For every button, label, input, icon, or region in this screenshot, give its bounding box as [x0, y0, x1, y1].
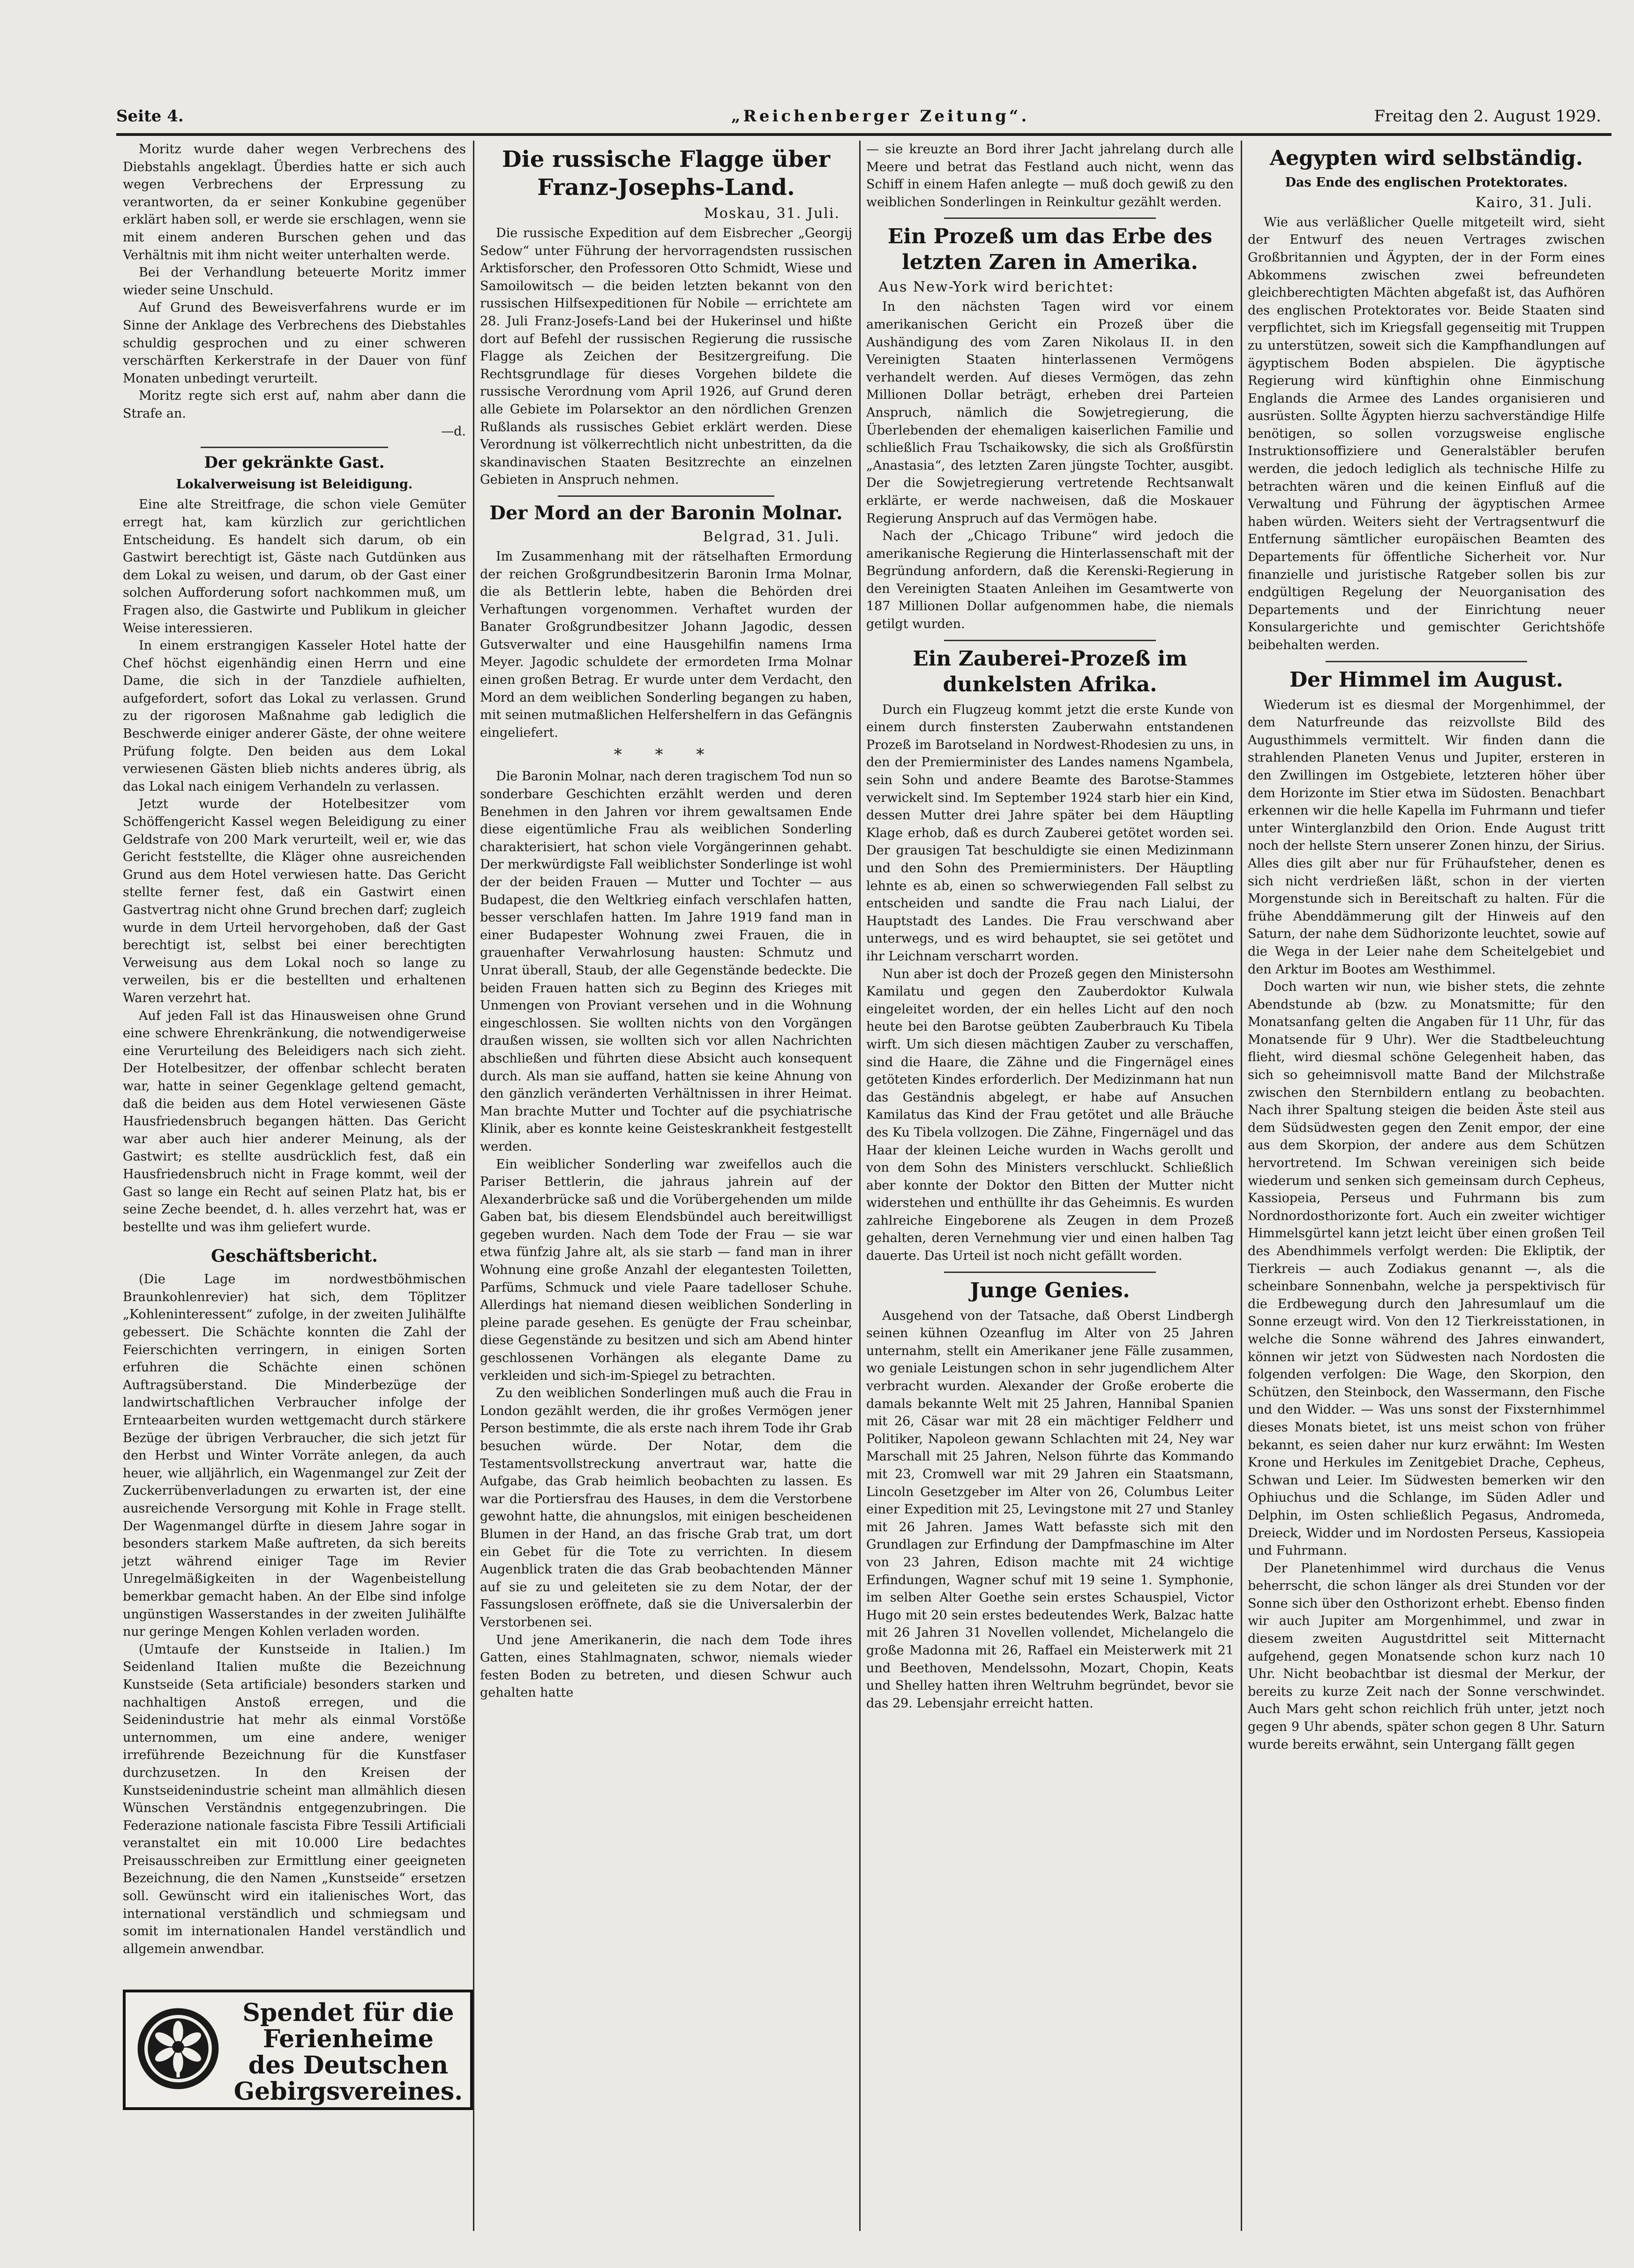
dateline: Moskau, 31. Juli.	[704, 205, 840, 222]
paragraph: (Die Lage im nordwestböhmischen Braunkohlenrevier) hat sich, dem Töplitzer „Kohleninteressent“ zufolge, in der zweiten Julihälfte gebessert. Die Schächte konnten die Zahl der Feierschichten verringern, in einigen Sorten erfuhren die Schächte einen schönen Auftragsüberstand. Die Minderbezüge der landwirtschaftlichen Verbraucher infolge der Ernteaarbeiten wurden wettgemacht durch stärkere Bezüge der übrigen Verbraucher, die sich jetzt für den Herbst und Winter Vorräte anlegen, da auch heuer, wie alljährlich, ein Wagenmangel zur Zeit der Zuckerrübenverladungen zu erwarten ist, der eine ausreichende Versorgung mit Kohle in Frage stellt. Der Wagenmangel dürfte in diesem Jahre sogar in besonders starkem Maße auftreten, da sich bereits jetzt während einiger Tage im Revier Unregelmäßigkeiten in der Wagenbeistellung bemerkbar gemacht haben. An der Elbe sind infolge ungünstigen Wasserstandes in der zweiten Julihälfte nur geringe Mengen Kohlen verladen worden.	[123, 1272, 466, 1639]
paragraph: Ein weiblicher Sonderling war zweifellos auch die Pariser Bettlerin, die jahraus jahrein auf der Alexanderbrücke saß und die Vorübergehenden um milde Gaben bat, bis diesem Elendsbündel auch bereitwilligst gegeben wurden. Nach dem Tode der Frau — sie war etwa fünfzig Jahre alt, als sie starb — fand man in ihrer Wohnung eine große Anzahl der elegantesten Toiletten, Parfüms, Schmuck und viele Paare tadelloser Schuhe. Allerdings hat niemand diesen weiblichen Sonderling in pleine parade gesehen. Es genügte der Frau scheinbar, diese Gegenstände zu besitzen und sich am Abend hinter geschlossenen Vorhängen als elegante Dame zu verkleiden und sich-im-Spiegel zu betrachten.	[480, 1157, 852, 1383]
separator	[201, 447, 388, 448]
column-1	[116, 141, 472, 2231]
issue-date: Freitag den 2. August 1929.	[1374, 107, 1601, 126]
separator	[944, 640, 1156, 641]
page-number: Seite 4.	[116, 107, 184, 126]
ad-line: Ferienheime	[263, 2025, 434, 2053]
ad-line: Gebirgsvereines.	[233, 2077, 463, 2106]
paragraph: Durch ein Flugzeug kommt jetzt die erste Kunde von einem durch finstersten Zauberwahn entstandenen Prozeß im Barotseland in Nordwest-Rhodesien zu uns, in den der Premierminister des Landes namens Ngambela, sein Sohn und andere Beamte des Barotse-Stammes verwickelt sind. Im September 1924 starb hier ein Kind, dessen Mutter drei Jahre später bei dem Häuptling Klage erhob, daß es durch Zauberei getötet worden sei. Der grausigen Tat beschuldigte sie einen Medizinmann und den Sohn des Premierministers. Der Häuptling lehnte es ab, einen so schwerwiegenden Fall selbst zu entscheiden und sandte die Frau nach Lialui, der Hauptstadt des Landes. Die Frau verschwand aber unterwegs, und es wird behauptet, sie sei getötet und ihr Leichnam verscharrt worden.	[866, 702, 1234, 964]
paragraph: Doch warten wir nun, wie bisher stets, die zehnte Abendstunde ab (bzw. zu Monatsmitte; für den Monatsanfang gelten die Angaben für 11 Uhr, für das Monatsende für 9 Uhr). Wer die Stadtbeleuchtung flieht, wird diesmal schöne Gelegenheit haben, das sich so geheimnisvoll matte Band der Milchstraße zwischen den Sternbildern entlang zu beobachten. Nach ihrer Spaltung steigen die beiden Äste steil aus dem Südsüdwesten gegen den Zenit empor, der eine aus dem Skorpion, der andere aus dem Schützen hervortretend. Im Schwan vereinigen sich beide wiederum und senken sich gemeinsam durch Cepheus, Kassiopeia, Perseus und Fuhrmann bis zum Nordnordosthorizonte fort. Auch ein zweiter wichtiger Himmelsgürtel kann jetzt leicht über einen großen Teil des Abendhimmels verfolgt werden: Die Ekliptik, der Tierkreis — auch Zodiakus genannt —, als die scheinbare Sonnenbahn, welche ja perspektivisch für die Erdbewegung durch den Jahresumlauf um die Sonne erzeugt wird. Von den 12 Tierkreisstationen, in welche die Sonne während des Jahres einwandert, können wir jetzt von Südwesten nach Nordosten die folgenden verfolgen: Die Wage, den Skorpion, den Schützen, den Steinbock, den Wassermann, den Fische und den Widder. — Was uns sonst der Fixsternhimmel dieses Monats bietet, ist uns meist schon von früher bekannt, es seien daher nur kurz erwähnt: Im Westen Krone und Herkules im Zenitgebiet Drache, Cepheus, Schwan und Leier. Im Südwesten bemerken wir den Ophiuchus und die Schlange, im Süden Adler und Delphin, im Osten schließlich Pegasus, Andromeda, Dreieck, Widder und im Nordosten Perseus, Kassiopeia und Fuhrmann.	[1248, 980, 1605, 1558]
paragraph: Und jene Amerikanerin, die nach dem Tode ihres Gatten, eines Stahlmagnaten, schwor, niemals wieder festen Boden zu betreten, und diesen Schwur auch gehalten hatte	[480, 1632, 852, 1700]
section-title: Geschäftsbericht.	[211, 1246, 378, 1266]
dateline: Belgrad, 31. Juli.	[703, 528, 840, 545]
paragraph: Nach der „Chicago Tribune“ wird jedoch die amerikanische Regierung die Hinterlassenschaft mit der Begründung anfordern, daß die Kerenski-Regierung in den Vereinigten Staaten Anleihen im Gesamtwerte von 187 Millionen Dollar aufgenommen habe, die niemals getilgt wurden.	[866, 529, 1234, 632]
paragraph: Nun aber ist doch der Prozeß gegen den Ministersohn Kamilatu und gegen den Zauberdoktor Kulwala eingeleitet worden, der ein helles Licht auf den noch heute bei den Barotse geübten Zauberbrauch Ku Tibela wirft. Um sich diesen mächtigen Zauber zu verschaffen, sind die Haare, die Zähne und die Fingernägel eines getöteten Kindes erforderlich. Der Medizinmann hat nun das Geständnis abgelegt, er habe auf Ansuchen Kamilatus das Kind der Frau getötet und alle Bräuche des Ku Tibela vollzogen. Die Zähne, Fingernägel und das Haar der kleinen Leiche wurden in Wachs gerollt und von dem Sohn des Ministers verschluckt. Schließlich aber konnte der Doktor den Bitten der Mutter nicht widerstehen und enthüllte ihr das Geheimnis. Es wurden zahlreiche Eingeborene als Zeugen in dem Prozeß gehalten, deren Vernehmung vier und einen halben Tag dauerte. Das Urteil ist noch nicht gefällt worden.	[866, 966, 1234, 1264]
newspaper-title: „Reichenberger Zeitung“.	[731, 107, 1030, 126]
paragraph: Die russische Expedition auf dem Eisbrecher „Georgij Sedow“ unter Führung der hervorragendsten russischen Arktisforscher, den Professoren Otto Schmidt, Wiese und Samoilowitsch — die beiden letzten bekannt von den russischen Hilfsexpeditionen für Nobile — errichtete am 28. Juli Franz-Josefs-Land bei der Hukerinsel und hißte dort auf Befehl der russischen Regierung die russische Flagge als Zeichen der Besitzergreifung. Die Rechtsgrundlage für dieses Vorgehen bildete die russische Verordnung vom April 1926, auf Grund deren alle Gebiete im Polarsektor an den nördlichen Grenzen Rußlands als russisches Gebiet erklärt werden. Diese Verordnung ist völkerrechtlich nicht unbestritten, da die skandinavischen Staaten Besitzrechte an einzelnen Gebieten in Anspruch nehmen.	[480, 226, 852, 487]
article-title: Ein Zauberei-Prozeß im dunkelsten Afrika.	[913, 646, 1187, 696]
paragraph: In den nächsten Tagen wird vor einem amerikanischen Gericht ein Prozeß über die Aushändigung des vom Zaren Nikolaus II. in den Vereinigten Staaten hinterlassenen Vermögens verhandelt werden. Auf dieses Vermögen, das zehn Millionen Dollar beträgt, erheben drei Parteien Anspruch, nämlich die Sowjetregierung, die Überlebenden der ehemaligen kaiserlichen Familie und schließlich Frau Tschaikowsky, die sich als Großfürstin „Anastasia“, des letzten Zaren jüngste Tochter, ausgibt. Der die Sowjetregierung vertretende Rechtsanwalt erklärte, er werde nachweisen, daß die Moskauer Regierung Anspruch auf das Vermögen habe.	[866, 299, 1234, 526]
article-title: Ein Prozeß um das Erbe des letzten Zaren in Amerika.	[887, 225, 1213, 275]
paragraph: Im Zusammenhang mit der rätselhaften Ermordung der reichen Großgrundbesitzerin Baronin Irma Molnar, die als Bettlerin lebte, haben die Behörden drei Verhaftungen vorgenommen. Verhaftet wurden der Banater Großgrundbesitzer Johann Jagodic, dessen Gutsverwalter und eine Hausgehilfin namens Irma Meyer. Jagodic schuldete der ermordeten Irma Molnar einen großen Betrag. Er wurde unter dem Verdacht, den Mord an dem weiblichen Sonderling begangen zu haben, mit seinen mutmaßlichen Helfershelfern in das Gefängnis eingeliefert.	[480, 549, 852, 740]
separator	[944, 217, 1156, 219]
column-2	[473, 141, 859, 2231]
section-stars: * * *	[614, 745, 719, 764]
separator	[944, 1272, 1156, 1273]
article-subtitle: Lokalverweisung ist Beleidigung.	[176, 477, 413, 492]
separator	[558, 495, 774, 497]
dateline: Kairo, 31. Juli.	[1475, 194, 1593, 211]
paragraph: Wie aus verläßlicher Quelle mitgeteilt wird, sieht der Entwurf des neuen Vertrages zwischen Großbritannien und Ägypten, der in der Form eines Abkommens zwischen zwei befreundeten gleichberechtigten Mächten abgefaßt ist, das Aufhören des englischen Protektorates vor. Beide Staaten sind verpflichtet, sich im Kriegsfall gegenseitig mit Truppen zu unterstützen, soweit sich die Kampfhandlungen auf ägyptischem Boden abspielen. Die ägyptische Regierung wird künftighin ohne Einmischung Englands die Armee des Landes organisieren und ausrüsten. Sollte Ägypten hierzu sachverständige Hilfe benötigen, so sollen vorzugsweise englische Instruktionsoffiziere und Generalstäbler berufen werden, die jedoch lediglich als technische Hilfe zu betrachten wären und die keinen Einfluß auf die Verwaltung und Führung der ägyptischen Armee haben würden. Weiters sieht der Vertragsentwurf die Entfernung sämtlicher europäischen Beamten des Departements für öffentliche Sicherheit vor. Nur finanzielle und juristische Ratgeber sollen bis zur endgültigen Regelung der Neuorganisation des Departements und der Einrichtung neuer Konsulargerichte und gemischter Gerichtshöfe beibehalten werden.	[1248, 215, 1605, 652]
ad-line: des Deutschen	[248, 2051, 449, 2080]
paragraph: Moritz regte sich erst auf, nahm aber dann die Strafe an.	[123, 389, 466, 421]
column-4	[1241, 141, 1612, 2231]
author-signature: —d.	[441, 424, 466, 439]
paragraph: Eine alte Streitfrage, die schon viele Gemüter erregt hat, kam kürzlich zur gerichtlichen Entscheidung. Es handelt sich darum, ob ein Gastwirt berechtigt ist, Gäste nach Gutdünken aus dem Lokal zu weisen, und darum, ob der Gast einer solchen Aufforderung sofort nachkommen muß, um Fragen also, die Gastwirte und Publikum in gleicher Weise interessieren.	[123, 497, 466, 636]
article-title: Der Mord an der Baronin Molnar.	[489, 502, 843, 524]
paragraph: Wiederum ist es diesmal der Morgenhimmel, der dem Naturfreunde das reizvollste Bild des Augusthimmels vermittelt. Wir finden dann die strahlenden Planeten Venus und Jupiter, ersteren in den Zwillingen im Ostgebiete, letzteren höher über dem Horizonte im Stier etwa im Südosten. Benachbart erkennen wir die helle Kapella im Fuhrmann und tiefer unter Winterglanzbild den Orion. Ende August tritt noch der hellste Stern unserer Zonen hinzu, der Sirius. Alles dies gilt aber nur für Frühaufsteher, denen es sich nicht verdrießen läßt, schon in der vierten Morgenstunde sich in Bereitschaft zu halten. Für die frühe Abenddämmerung gilt der Hinweis auf den Saturn, der nahe dem Südhorizonte leuchtet, sowie auf die Wega in der Leier nahe dem Scheitelgebiet und den Arktur im Bootes am Westhimmel.	[1248, 697, 1605, 977]
dateline: Aus New-York wird berichtet:	[878, 279, 1115, 296]
paragraph: In einem erstrangigen Kasseler Hotel hatte der Chef höchst eigenhändig einen Herrn und eine Dame, die sich in der Tanzdiele aufhielten, aufgefordert, sofort das Lokal zu verlassen. Grund zu der rigorosen Maßnahme gab lediglich die Beschwerde einiger anderer Gäste, der ohne weitere Prüfung folgte. Den beiden aus dem Lokal verwiesenen Gästen blieb nichts anderes übrig, als das Lokal nach einigem Verhandeln zu verlassen.	[123, 638, 466, 794]
header-rule	[116, 133, 1612, 136]
paragraph: Die Baronin Molnar, nach deren tragischem Tod nun so sonderbare Geschichten erzählt werden und deren Benehmen in den Jahren vor ihrem gewaltsamen Ende diese eigentümliche Frau als weiblichen Sonderling charakterisiert, hat schon viele Vorgängerinnen gehabt. Der merkwürdigste Fall weiblichster Sonderlinge ist wohl der der beiden Frauen — Mutter und Tochter — aus Budapest, die den Weltkrieg einfach verschlafen hatten, besser verschlafen hatten. Im Jahre 1919 fand man in einer Budapester Wohnung zwei Frauen, die in grauenhafter Verwahrlosung hausten: Schmutz und Unrat überall, Staub, der alle Gegenstände bedeckte. Die beiden Frauen hatten sich zu Beginn des Krieges mit Unmengen von Proviant versehen und in die Wohnung eingeschlossen. Sie wollten nichts von den Vorgängen draußen wissen, sie wollten sich vor allen Nachrichten abschließen und führten diese Absicht auch konsequent durch. Als man sie auffand, hatten sie keine Ahnung von den gänzlich veränderten Verhältnissen in ihrer Heimat. Man brachte Mutter und Tochter auf die psychiatrische Klinik, aber es konnte keine Geisteskrankheit festgestellt werden.	[480, 769, 852, 1154]
paragraph: Auf jeden Fall ist das Hinausweisen ohne Grund eine schwere Ehrenkränkung, die notwendigerweise eine Verurteilung des Beleidigers nach sich zieht. Der Hotelbesitzer, der offenbar schlecht beraten war, hatte in seiner Gegenklage geltend gemacht, daß die beiden aus dem Hotel verwiesenen Gäste Hausfriedensbruch begangen hätten. Das Gericht war aber auch hier anderer Meinung, als der Gastwirt; es stellte ausdrücklich fest, daß ein Hausfriedensbruch nicht in Frage kommt, weil der Gast so lange ein Recht auf seinen Platz hat, bis er seine Zeche beendet, d. h. alles verzehrt hat, was er bestellte und was ihm geliefert wurde.	[123, 1008, 466, 1235]
advertisement-box	[123, 1990, 473, 2110]
paragraph: (Umtaufe der Kunstseide in Italien.) Im Seidenland Italien mußte die Bezeichnung Kunstseide (Seta artificiale) besonders starken und nachhaltigen Anstoß erregen, und die Seidenindustrie hat mehr als einmal Vorstöße unternommen, um eine andere, weniger irreführende Bezeichnung für die Kunstfaser durchzusetzen. In den Kreisen der Kunstseidenindustrie scheint man allmählich diesen Wünschen Verständnis entgegenzubringen. Die Federazione nationale fascista Fibre Tessili Artificiali veranstaltet ein mit 10.000 Lire bedachtes Preisausschreiben zur Ermittlung einer geeigneten Bezeichnung, die den Namen „Kunstseide“ ersetzen soll. Gewünscht wird ein italienisches Wort, das international verständlich und schmiegsam und somit im internationalen Handel verständlich und allgemein anwendbar.	[123, 1642, 466, 1956]
separator	[1326, 661, 1527, 662]
article-title: Der Himmel im August.	[1289, 667, 1563, 692]
article-title: Der gekränkte Gast.	[204, 453, 385, 472]
article-title: Die russische Flagge über Franz-Josephs-Land.	[502, 146, 831, 201]
paragraph: Der Planetenhimmel wird durchaus die Venus beherrscht, die schon länger als drei Stunden vor der Sonne sich über den Osthorizont erhebt. Ebenso finden wir auch Jupiter am Morgenhimmel, und zwar in diesem zweiten Augustdrittel seit Mitternacht aufgehend, gegen Monatsende schon kurz nach 10 Uhr. Nicht beobachtbar ist diesmal der Merkur, der bereits zu kurze Zeit nach der Sonne verschwindet. Auch Mars geht schon reichlich früh unter, jetzt noch gegen 9 Uhr abends, später schon gegen 8 Uhr. Saturn wurde bereits erwähnt, sein Untergang fällt gegen	[1248, 1561, 1605, 1752]
article-title: Aegypten wird selbständig.	[1269, 146, 1583, 170]
paragraph: Bei der Verhandlung beteuerte Moritz immer wieder seine Unschuld.	[123, 265, 466, 298]
column-3	[860, 141, 1240, 2231]
edelweiss-emblem-icon	[136, 2006, 220, 2091]
paragraph: Moritz wurde daher wegen Verbrechens des Diebstahls angeklagt. Überdies hatte er sich auch wegen Verbrechens der Erpressung zu verantworten, da er seiner Konkubine gegenüber erklärt haben soll, er werde sie erschlagen, wenn sie mit einem anderen Burschen gehen und das Verhältnis mit ihm nicht weiter unterhalten werde.	[123, 142, 466, 262]
paragraph: Jetzt wurde der Hotelbesitzer vom Schöffengericht Kassel wegen Beleidigung zu einer Geldstrafe von 200 Mark verurteilt, weil er, wie das Gericht feststellte, die Kläger ohne ausreichenden Grund aus dem Hotel verwiesen hatte. Das Gericht stellte ferner fest, daß ein Gastwirt einen Gastvertrag nicht ohne Grund brechen darf; zugleich wurde in dem Urteil hervorgehoben, daß der Gast berechtigt ist, selbst bei einer berechtigten Verweisung aus dem Lokal noch so lange zu verweilen, bis er die bestellten und erhaltenen Waren verzehrt hat.	[123, 797, 466, 1005]
paragraph: Ausgehend von der Tatsache, daß Oberst Lindbergh seinen kühnen Ozeanflug im Alter von 25 Jahren unternahm, stellt ein Amerikaner jene Fälle zusammen, wo geniale Leistungen schon in sehr jugendlichem Alter verbracht wurden. Alexander der Große eroberte die damals bekannte Welt mit 25 Jahren, Hannibal Spanien mit 26, Cäsar war mit 28 ein mächtiger Feldherr und Politiker, Napoleon gewann Schlachten mit 24, Ney war Marschall mit 25 Jahren, Nelson führte das Kommando mit 23, Cromwell war mit 29 Jahren ein Staatsmann, Lincoln Gesetzgeber im Alter von 26, Columbus Leiter einer Expedition mit 25, Levingstone mit 27 und Stanley mit 26 Jahren. James Watt befasste sich mit den Grundlagen zur Erfindung der Dampfmaschine im Alter von 23 Jahren, Edison machte mit 24 wichtige Erfindungen, Wagner schuf mit 19 seine 1. Symphonie, im selben Alter Goethe sein erstes Schauspiel, Victor Hugo mit 20 sein erstes bedeutendes Werk, Balzac hatte mit 26 Jahren 31 Novellen vollendet, Michelangelo die große Madonna mit 26, Raffael ein Meisterwerk mit 21 und Beethoven, Mendelssohn, Mozart, Chopin, Keats und Shelley hatten ihren Weltruhm begründet, bevor sie das 29. Lebensjahr erreicht hatten.	[866, 1308, 1234, 1711]
paragraph: — sie kreuzte an Bord ihrer Jacht jahrelang durch alle Meere und betrat das Festland auch nicht, wenn das Schiff in einem Hafen anlegte — muß doch gewiß zu den weiblichen Sonderlingen in Reinkultur gezählt werden.	[866, 142, 1234, 210]
paragraph: Zu den weiblichen Sonderlingen muß auch die Frau in London gezählt werden, die ihr großes Vermögen jener Person bestimmte, die als erste nach ihrem Tode ihr Grab besuchen würde. Der Notar, dem die Testamentsvollstreckung anvertraut war, hatte die Aufgabe, das Grab heimlich beobachten zu lassen. Es war die Portiersfrau des Hauses, in dem die Verstorbene gewohnt hatte, die ahnungslos, mit einigen bescheidenen Blumen in der Hand, an das frische Grab trat, um dort ein Gebet für die Tote zu verrichten. In diesem Augenblick traten die das Grab beobachtenden Männer auf sie zu und geleiteten sie zu dem Notar, der der Fassungslosen eröffnete, daß sie die Universalerbin der Verstorbenen sei.	[480, 1386, 852, 1630]
advertisement-text	[231, 2000, 465, 2105]
ad-line: Spendet für die	[242, 1999, 454, 2027]
article-title: Junge Genies.	[970, 1278, 1130, 1302]
paragraph: Auf Grund des Beweisverfahrens wurde er im Sinne der Anklage des Verbrechens des Diebstahles schuldig gesprochen und zu einer schweren verschärften Kerkerstrafe in der Dauer von fünf Monaten unbedingt verurteilt.	[123, 300, 466, 386]
article-subtitle: Das Ende des englischen Protektorates.	[1285, 175, 1568, 190]
